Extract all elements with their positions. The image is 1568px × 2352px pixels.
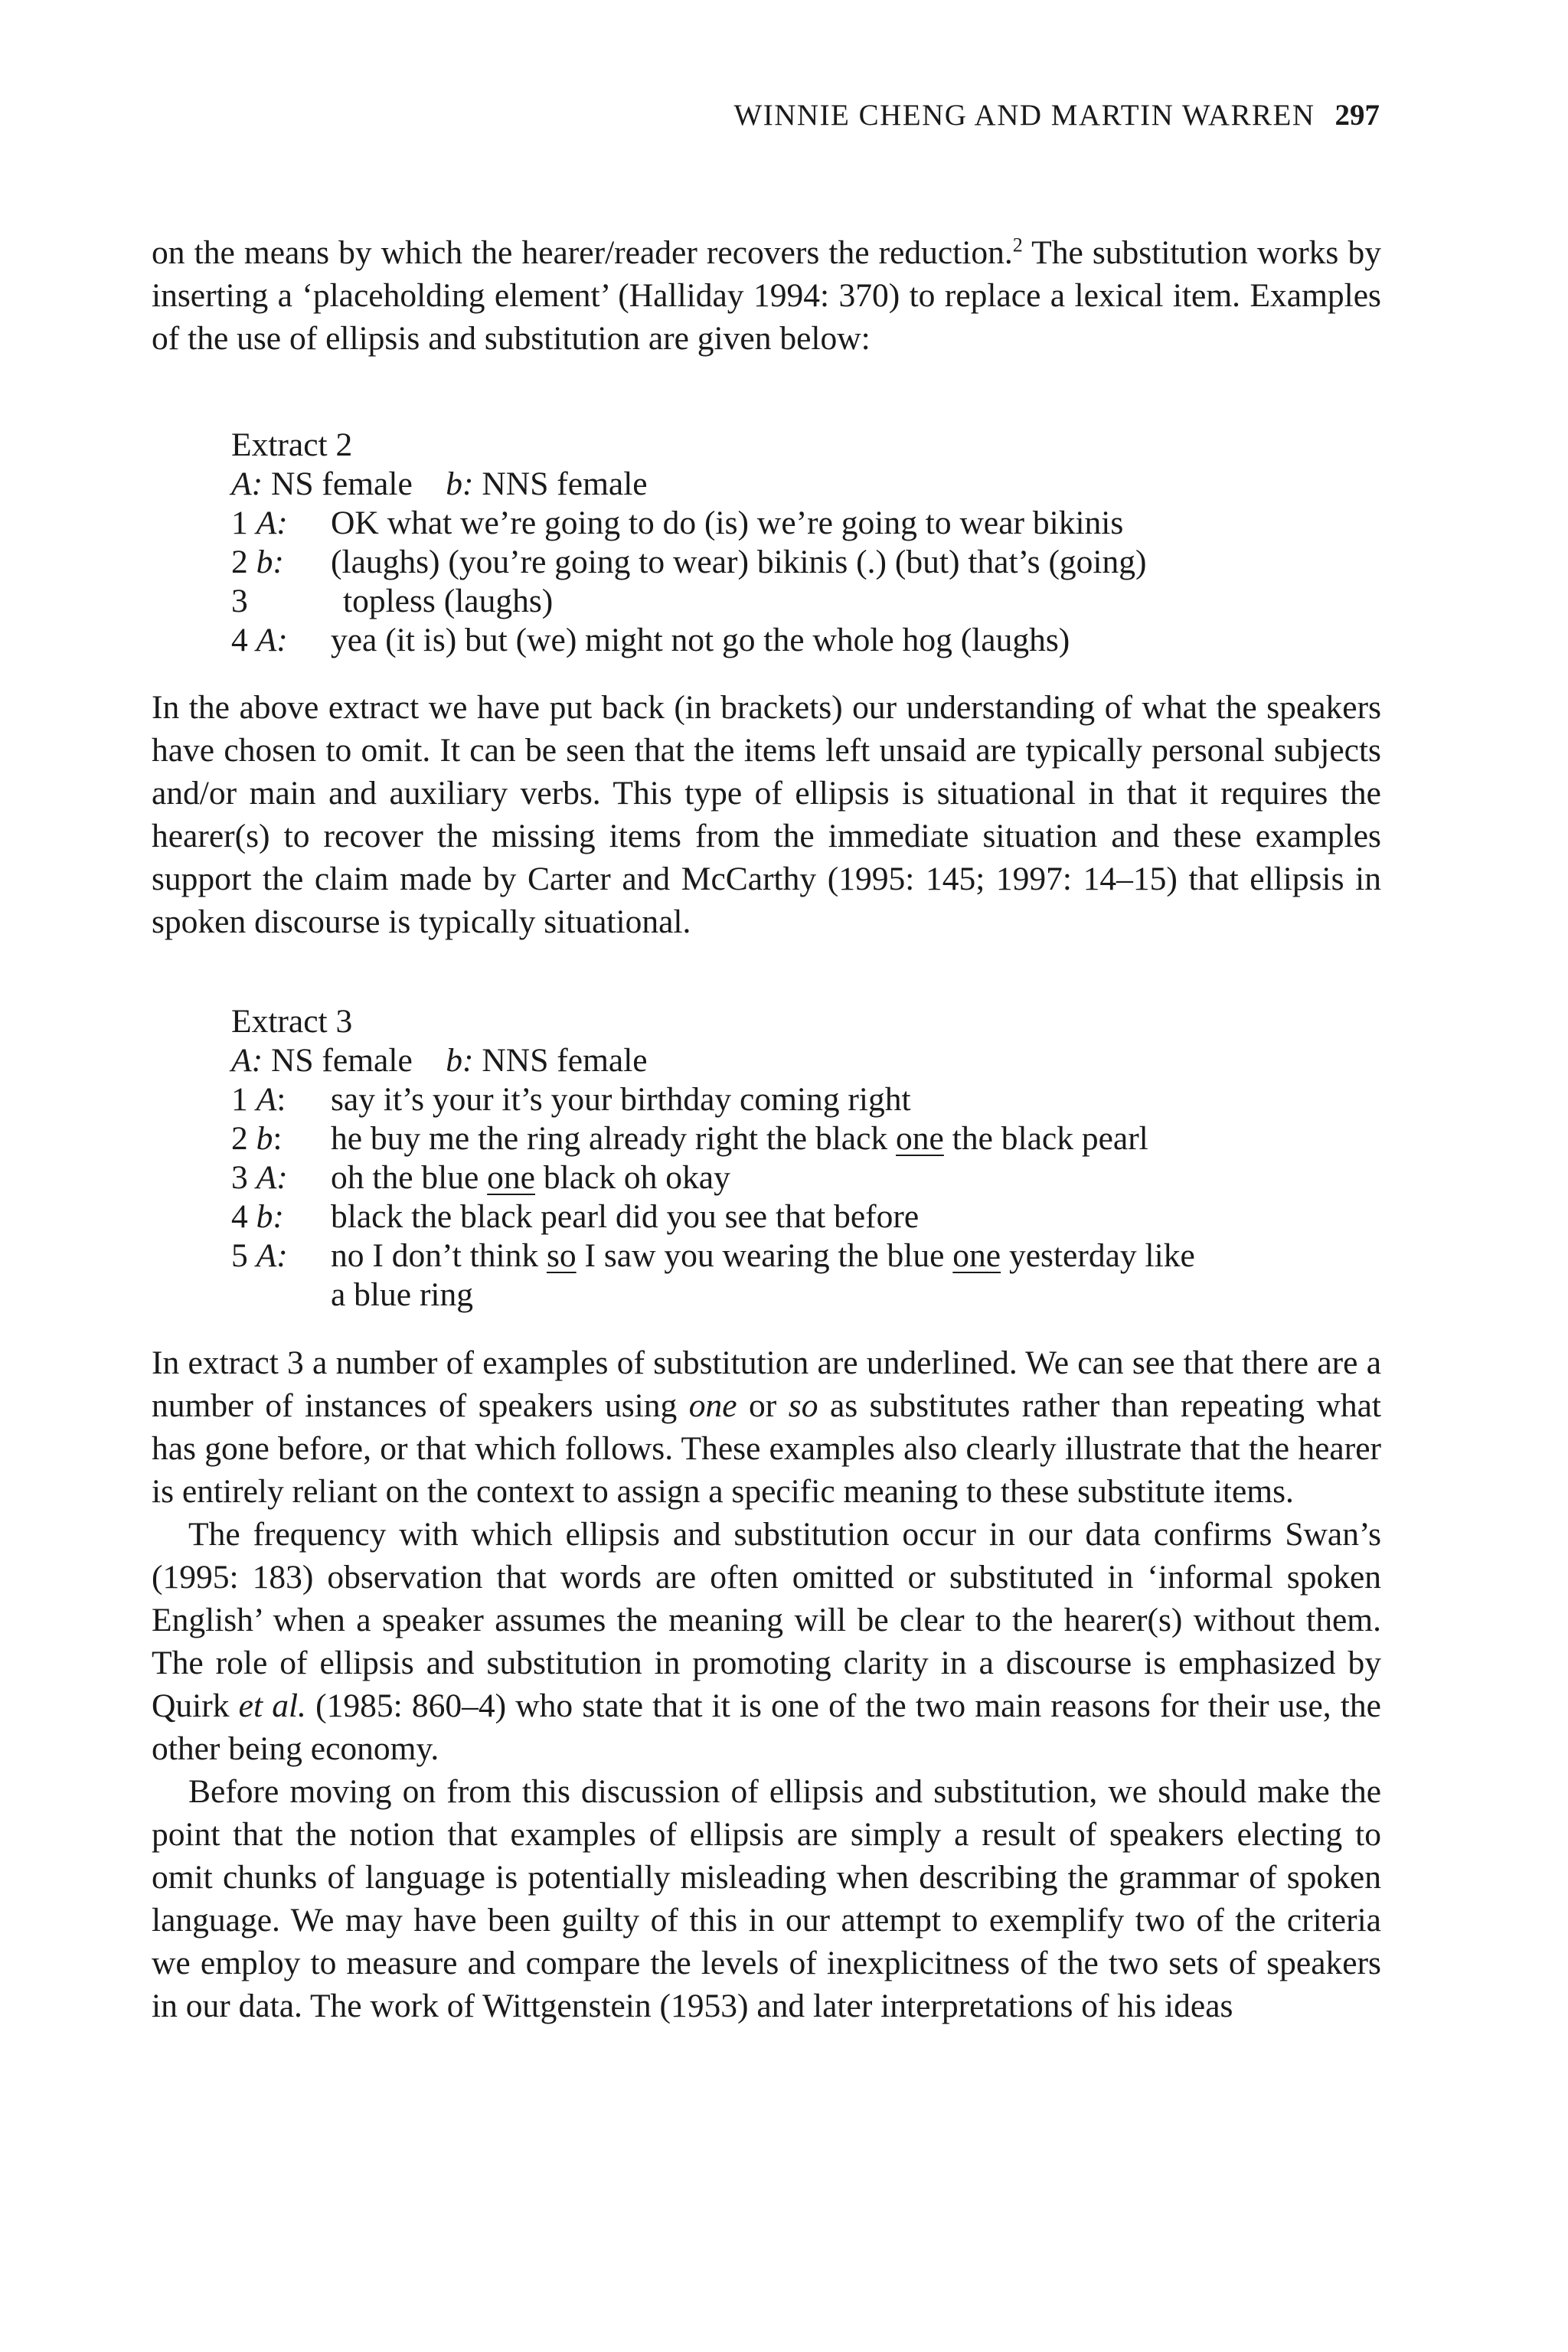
- transcript-line: 2 b: (laughs) (you’re going to wear) bikinis (.) (but) that’s (going): [231, 544, 1147, 580]
- extract-2: [231, 426, 1380, 660]
- substitute-word: so: [546, 1237, 577, 1274]
- transcript-line: 4 b: black the black pearl did you see that before: [231, 1198, 920, 1235]
- transcript-line-continuation: a blue ring: [331, 1276, 474, 1313]
- transcript-line: 1 A: say it’s your it’s your birthday coming right: [231, 1081, 911, 1118]
- paragraph-4: The frequency with which ellipsis and substitution occur in our data confirms Swan’s (1995: 183) observation that words are often omitted or substituted in ‘informal spoken English’ when a speaker assumes the meaning will be clear to the hearer(s) without them. The role of ellipsis and substitution in promoting clarity in a discourse is emphasized by Quirk et al. (1985: 860–4) who state that it is one of the two main reasons for their use, the other being economy.: [152, 1516, 1381, 1767]
- transcript-line: 4 A: yea (it is) but (we) might not go the whole hog (laughs): [231, 622, 1070, 658]
- extract-title: Extract 3: [231, 1003, 353, 1040]
- speaker-key: A: NS female b: NNS female: [231, 1042, 648, 1079]
- speaker-key: A: NS female b: NNS female: [231, 466, 648, 502]
- substitute-word: one: [487, 1159, 535, 1196]
- extract-title: Extract 2: [231, 426, 353, 463]
- substitute-word: one: [896, 1120, 944, 1157]
- footnote-marker[interactable]: 2: [1012, 234, 1023, 256]
- paragraph-2: In the above extract we have put back (in brackets) our understanding of what the speakers have chosen to omit. It can be seen that the items left unsaid are typically personal subjects and/or main and auxiliary verbs. This type of ellipsis is situational in that it requires the hearer(s) to recover the missing items from the immediate situation and these examples support the claim made by Carter and McCarthy (1995: 145; 1997: 14–15) that ellipsis in spoken discourse is typically situational.: [152, 689, 1381, 940]
- transcript-line: 3 A: oh the blue one black oh okay: [231, 1159, 730, 1196]
- paragraph-3: In extract 3 a number of examples of substitution are underlined. We can see that there are a number of instances of speakers using one or so as substitutes rather than repeating what has gone before, or that which follows. These examples also clearly illustrate that the hearer is entirely reliant on the context to assign a specific meaning to these substitute items.: [152, 1344, 1381, 1510]
- paragraph-1: on the means by which the hearer/reader recovers the reduction.$^2$ The substitution works by inserting a ‘placeholding element’ (Halliday 1994: 370) to replace a lexical item. Examples of the use of ellipsis and substitution are given below:: [152, 234, 1381, 357]
- substitute-word: one: [952, 1237, 1001, 1274]
- page-number: 297: [1334, 99, 1380, 132]
- transcript-line: 1 A: OK what we’re going to do (is) we’re going to wear bikinis: [231, 505, 1124, 541]
- paragraph-5: Before moving on from this discussion of ellipsis and substitution, we should make the point that the notion that examples of ellipsis are simply a result of speakers electing to omit chunks of language is potentially misleading when describing the grammar of spoken language. We may have been guilty of this in our attempt to exemplify two of the criteria we employ to measure and compare the levels of inexplicitness of the two sets of speakers in our data. The work of Wittgenstein (1953) and later interpretations of his ideas: [152, 1773, 1381, 2024]
- body-section: [152, 1341, 1381, 2027]
- transcript-line: 5 A: no I don’t think so I saw you wearing the blue one yesterday like: [231, 1237, 1195, 1274]
- author-names: WINNIE CHENG AND MARTIN WARREN: [733, 99, 1315, 132]
- running-head: [733, 98, 1380, 132]
- transcript-line: 3 topless (laughs): [231, 583, 554, 619]
- extract-3: [231, 1002, 1380, 1315]
- transcript-line: 2 b: he buy me the ring already right the black one the black pearl: [231, 1120, 1148, 1157]
